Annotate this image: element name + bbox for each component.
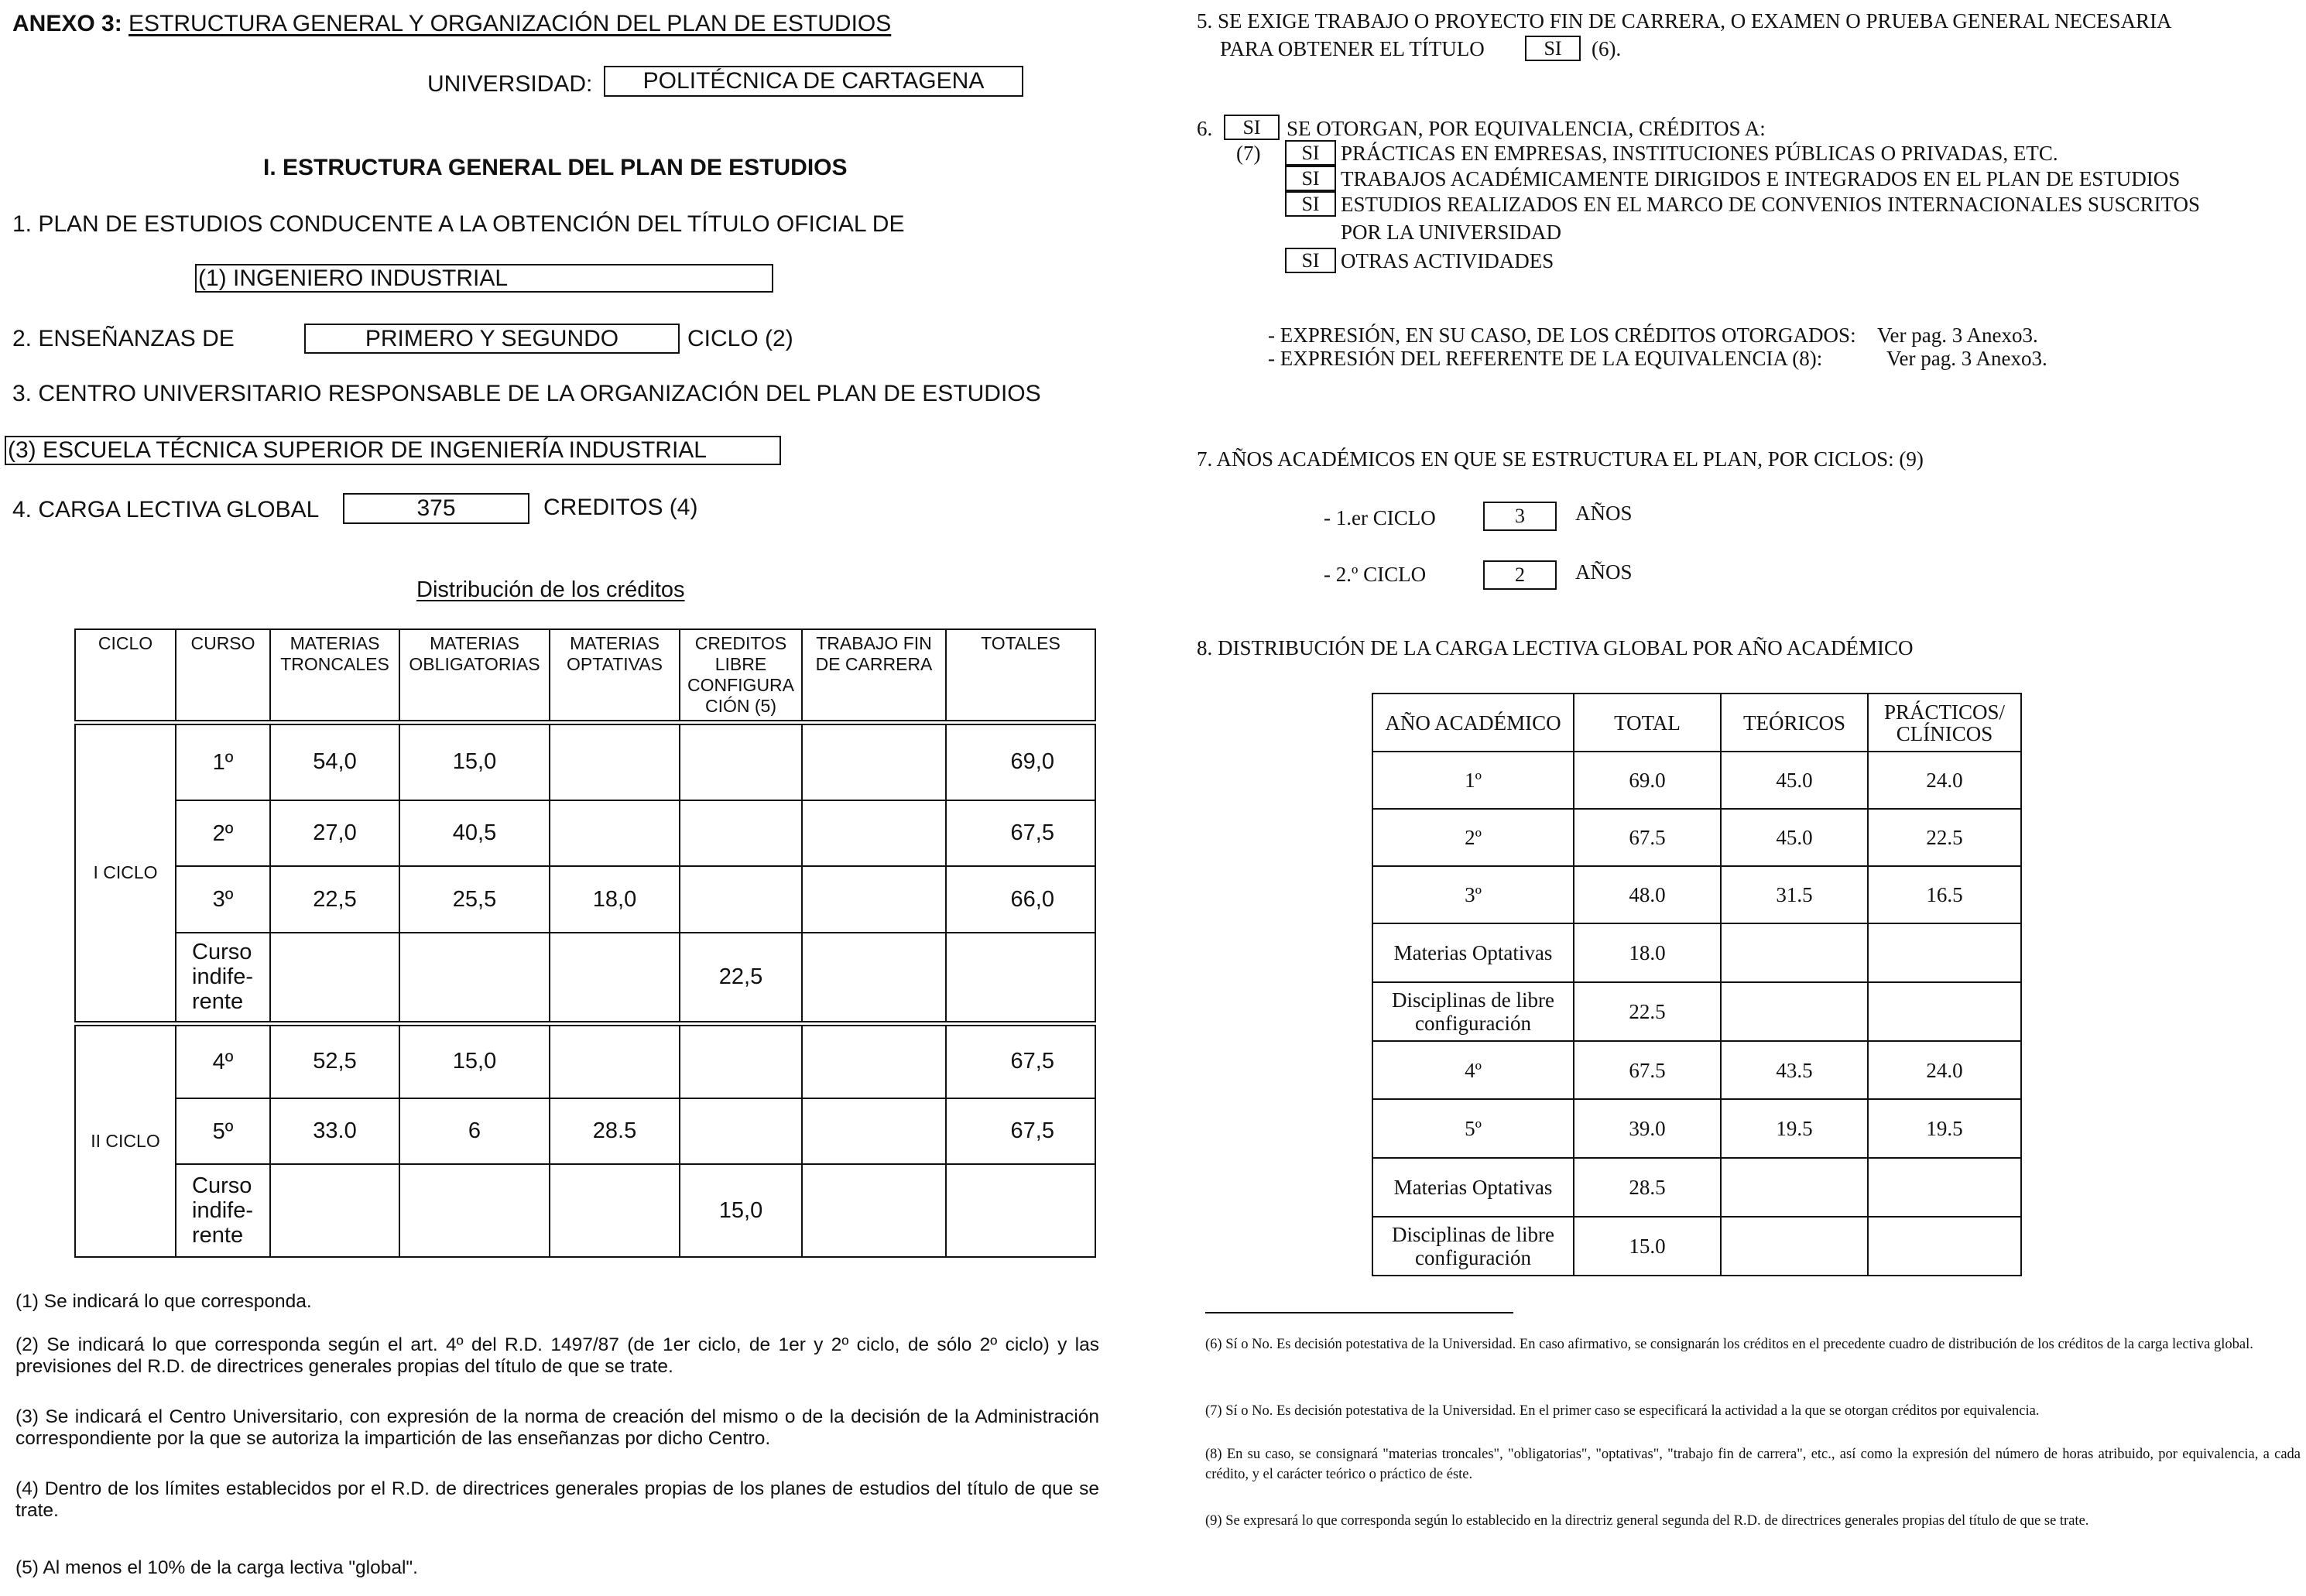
item6-option-1-label: PRÁCTICAS EN EMPRESAS, INSTITUCIONES PÚBLICAS O PRIVADAS, ETC. <box>1341 142 2058 165</box>
teoricos-cell: 45.0 <box>1721 809 1868 866</box>
annual-load-table <box>1372 693 2022 1276</box>
item5-suffix: (6). <box>1592 37 1622 60</box>
teoricos-cell <box>1721 1217 1868 1276</box>
item7-cycle2-value: 2 <box>1515 563 1525 586</box>
footnote-3: (3) Se indicará el Centro Universitario, con expresión de la norma de creación del mismo o de la decisión de la Administración correspondiente por la que se autoriza la impartición de las enseñanzas por dicho Centro. <box>15 1406 1099 1449</box>
annex-title: ESTRUCTURA GENERAL Y ORGANIZACIÓN DEL PLAN DE ESTUDIOS <box>128 11 892 36</box>
total-cell: 18.0 <box>1574 923 1721 982</box>
footnote-6: (6) Sí o No. Es decisión potestativa de la Universidad. En caso afirmativo, se consignarán los créditos en el precedente cuadro de distribución de los créditos de la carga lectiva global. <box>1205 1337 2253 1352</box>
item1-value-box <box>195 264 773 293</box>
trabajo-cell <box>802 800 946 866</box>
item6-option-3-label: ESTUDIOS REALIZADOS EN EL MARCO DE CONVENIOS INTERNACIONALES SUSCRITOS <box>1341 193 2201 216</box>
libre-cell: 22,5 <box>680 933 802 1023</box>
year-cell <box>1372 982 1574 1041</box>
total-cell: 69.0 <box>1574 752 1721 809</box>
totales-cell: 67,5 <box>946 800 1095 866</box>
table-row <box>75 866 1095 933</box>
libre-cell <box>680 722 802 800</box>
table-row <box>75 1098 1095 1164</box>
teoricos-cell: 43.5 <box>1721 1041 1868 1099</box>
curso-cell: 1º <box>176 722 270 800</box>
libre-cell: 15,0 <box>680 1164 802 1257</box>
curso-cell: 2º <box>176 800 270 866</box>
university-value: POLITÉCNICA DE CARTAGENA <box>642 68 985 94</box>
item7-cycle2-label: - 2.º CICLO <box>1324 563 1427 586</box>
item7-cycle1-label <box>1324 506 1436 530</box>
total-cell: 67.5 <box>1574 1041 1721 1099</box>
item6-option-3-box <box>1285 191 1336 217</box>
table-row <box>1372 923 2021 982</box>
libre-cell <box>680 1098 802 1164</box>
libre-cell <box>680 866 802 933</box>
item6-value: SI <box>1242 116 1261 139</box>
curso-cell: 5º <box>176 1098 270 1164</box>
table-row <box>1372 1041 2021 1099</box>
practicos-cell <box>1868 923 2021 982</box>
year-cell: 5º <box>1372 1099 1574 1158</box>
item2-label: 2. ENSEÑANZAS DE <box>12 326 235 351</box>
expr-equivalence-label: - EXPRESIÓN DEL REFERENTE DE LA EQUIVALENCIA (8): <box>1268 347 1823 370</box>
optativas-cell <box>550 933 680 1023</box>
troncales-cell: 54,0 <box>270 722 399 800</box>
section-title: I. ESTRUCTURA GENERAL DEL PLAN DE ESTUDIOS <box>263 155 848 180</box>
item5-line1: 5. SE EXIGE TRABAJO O PROYECTO FIN DE CARRERA, O EXAMEN O PRUEBA GENERAL NECESARIA <box>1197 9 2172 33</box>
totales-cell: 69,0 <box>946 722 1095 800</box>
curso-indiferente-text: Curso indife- rente <box>192 940 253 1015</box>
year-text: Disciplinas de libre configuración <box>1392 1223 1554 1269</box>
practicos-cell <box>1868 1158 2021 1217</box>
practicos-cell: 22.5 <box>1868 809 2021 866</box>
item5-line2: PARA OBTENER EL TÍTULO <box>1220 37 1485 60</box>
troncales-cell: 27,0 <box>270 800 399 866</box>
item7-cycle2-box <box>1483 560 1557 590</box>
item6-option-3-value: SI <box>1301 193 1320 215</box>
item1-value: (1) INGENIERO INDUSTRIAL <box>198 265 509 291</box>
table-row <box>1372 1158 2021 1217</box>
col-header-totales: TOTALES <box>946 629 1095 722</box>
col-header-ciclo: CICLO <box>75 629 176 722</box>
curso-cell: 3º <box>176 866 270 933</box>
item2-suffix: CICLO (2) <box>687 326 793 351</box>
curso-cell <box>176 933 270 1023</box>
item3-label: 3. CENTRO UNIVERSITARIO RESPONSABLE DE LA ORGANIZACIÓN DEL PLAN DE ESTUDIOS <box>12 381 1041 406</box>
item6-option-4-label: OTRAS ACTIVIDADES <box>1341 249 1554 272</box>
table-row <box>1372 752 2021 809</box>
year-cell: 2º <box>1372 809 1574 866</box>
item6-number: 6. <box>1197 117 1213 140</box>
cycle-2-cell: II CICLO <box>75 1023 176 1257</box>
obligatorias-cell: 40,5 <box>399 800 550 866</box>
cycle-1-cell: I CICLO <box>75 722 176 1023</box>
item5-value-box <box>1525 36 1581 61</box>
col-header-practicos <box>1868 694 2021 752</box>
trabajo-cell <box>802 933 946 1023</box>
table-header-row <box>75 629 1095 722</box>
total-cell: 48.0 <box>1574 866 1721 923</box>
col-header-teoricos: TEÓRICOS <box>1721 694 1868 752</box>
item7-cycle1-box <box>1483 502 1557 531</box>
obligatorias-cell: 15,0 <box>399 1023 550 1098</box>
table-row <box>1372 1217 2021 1276</box>
col-header-total: TOTAL <box>1574 694 1721 752</box>
curso-cell <box>176 1164 270 1257</box>
item5-value: SI <box>1544 37 1562 60</box>
item6-option-2-box <box>1285 166 1336 191</box>
trabajo-cell <box>802 722 946 800</box>
troncales-cell: 33.0 <box>270 1098 399 1164</box>
item6-label: SE OTORGAN, POR EQUIVALENCIA, CRÉDITOS A: <box>1287 117 1766 140</box>
teoricos-cell <box>1721 982 1868 1041</box>
totales-cell: 66,0 <box>946 866 1095 933</box>
optativas-cell <box>550 1164 680 1257</box>
total-cell: 67.5 <box>1574 809 1721 866</box>
total-cell: 39.0 <box>1574 1099 1721 1158</box>
year-cell: Materias Optativas <box>1372 923 1574 982</box>
expr-equivalence-value: Ver pag. 3 Anexo3. <box>1886 347 2047 370</box>
table-row <box>75 933 1095 1023</box>
item6-ref: (7) <box>1236 142 1261 165</box>
item7-cycle1-value: 3 <box>1515 505 1525 527</box>
libre-cell <box>680 800 802 866</box>
totales-cell <box>946 1164 1095 1257</box>
obligatorias-cell: 25,5 <box>399 866 550 933</box>
table-row <box>75 800 1095 866</box>
year-cell: 4º <box>1372 1041 1574 1099</box>
teoricos-cell: 45.0 <box>1721 752 1868 809</box>
troncales-cell <box>270 933 399 1023</box>
optativas-cell: 28.5 <box>550 1098 680 1164</box>
item7-cycle1-text: - 1.er CICLO <box>1324 506 1436 529</box>
item6-option-2-value: SI <box>1301 167 1320 190</box>
obligatorias-cell <box>399 1164 550 1257</box>
item6-value-box <box>1224 115 1280 140</box>
expr-credits-label: - EXPRESIÓN, EN SU CASO, DE LOS CRÉDITOS OTORGADOS: <box>1268 324 1856 347</box>
totales-cell <box>946 933 1095 1023</box>
footnote-5: (5) Al menos el 10% de la carga lectiva "global". <box>15 1557 418 1578</box>
item4-value-box <box>343 493 529 524</box>
total-cell: 28.5 <box>1574 1158 1721 1217</box>
item6-option-4-box <box>1285 248 1336 273</box>
curso-indiferente-text: Curso indife- rente <box>192 1173 253 1248</box>
year-text: Disciplinas de libre configuración <box>1392 988 1554 1035</box>
table-row <box>75 722 1095 800</box>
troncales-cell: 52,5 <box>270 1023 399 1098</box>
item6-option-1-value: SI <box>1301 142 1320 164</box>
optativas-cell <box>550 1023 680 1098</box>
item3-value-box <box>5 436 781 465</box>
annex-label: ANEXO 3: <box>12 11 122 36</box>
credits-distribution-table <box>74 628 1096 1258</box>
practicos-cell: 24.0 <box>1868 752 2021 809</box>
item4-value: 375 <box>416 495 456 521</box>
total-cell: 22.5 <box>1574 982 1721 1041</box>
table-row <box>75 1023 1095 1098</box>
item8-label: 8. DISTRIBUCIÓN DE LA CARGA LECTIVA GLOBAL POR AÑO ACADÉMICO <box>1197 636 1914 659</box>
practicos-header-text: PRÁCTICOS/ CLÍNICOS <box>1883 700 2006 745</box>
item6-option-1-box <box>1285 140 1336 166</box>
total-cell: 15.0 <box>1574 1217 1721 1276</box>
year-cell: 3º <box>1372 866 1574 923</box>
footnote-1: (1) Se indicará lo que corresponda. <box>15 1291 312 1312</box>
col-header-curso: CURSO <box>176 629 270 722</box>
trabajo-cell <box>802 866 946 933</box>
libre-cell <box>680 1023 802 1098</box>
table-row <box>75 1164 1095 1257</box>
university-value-box <box>604 66 1023 97</box>
practicos-cell <box>1868 982 2021 1041</box>
troncales-cell <box>270 1164 399 1257</box>
optativas-cell: 18,0 <box>550 866 680 933</box>
practicos-cell: 16.5 <box>1868 866 2021 923</box>
teoricos-cell <box>1721 1158 1868 1217</box>
item2-value-box <box>304 324 680 354</box>
trabajo-cell <box>802 1098 946 1164</box>
col-header-troncales: MATERIAS TRONCALES <box>270 629 399 722</box>
item7-label: 7. AÑOS ACADÉMICOS EN QUE SE ESTRUCTURA EL PLAN, POR CICLOS: (9) <box>1197 447 1924 471</box>
col-header-year: AÑO ACADÉMICO <box>1372 694 1574 752</box>
footnote-9: (9) Se expresará lo que corresponda según lo establecido en la directriz general segunda del R.D. de directrices generales propias del título de que se trate. <box>1205 1513 2089 1529</box>
optativas-cell <box>550 722 680 800</box>
trabajo-cell <box>802 1164 946 1257</box>
item6-option-3-label2: POR LA UNIVERSIDAD <box>1341 221 1562 244</box>
item6-option-2-label: TRABAJOS ACADÉMICAMENTE DIRIGIDOS E INTEGRADOS EN EL PLAN DE ESTUDIOS <box>1341 167 2181 190</box>
practicos-cell <box>1868 1217 2021 1276</box>
totales-cell: 67,5 <box>946 1023 1095 1098</box>
table-row <box>1372 1099 2021 1158</box>
teoricos-cell: 31.5 <box>1721 866 1868 923</box>
footnote-divider <box>1205 1312 1513 1313</box>
obligatorias-cell <box>399 933 550 1023</box>
footnote-4: (4) Dentro de los límites establecidos por el R.D. de directrices generales propias de los planes de estudios del título de que se trate. <box>15 1478 1099 1521</box>
footnote-2: (2) Se indicará lo que corresponda según el art. 4º del R.D. 1497/87 (de 1er ciclo, de 1er y 2º ciclo, de sólo 2º ciclo) y las previsiones del R.D. de directrices generales propias del título de que se trate. <box>15 1334 1099 1377</box>
teoricos-cell <box>1721 923 1868 982</box>
item2-value: PRIMERO Y SEGUNDO <box>365 326 619 351</box>
obligatorias-cell: 6 <box>399 1098 550 1164</box>
year-cell: 1º <box>1372 752 1574 809</box>
item7-cycle2-unit: AÑOS <box>1575 560 1633 584</box>
item4-label: 4. CARGA LECTIVA GLOBAL <box>12 497 320 522</box>
teoricos-cell: 19.5 <box>1721 1099 1868 1158</box>
item3-value: (3) ESCUELA TÉCNICA SUPERIOR DE INGENIERÍA INDUSTRIAL <box>8 437 707 463</box>
item7-cycle1-unit: AÑOS <box>1575 502 1633 525</box>
table-row <box>1372 809 2021 866</box>
practicos-cell: 19.5 <box>1868 1099 2021 1158</box>
item4-suffix: CREDITOS (4) <box>543 495 698 520</box>
item6-option-4-value: SI <box>1301 249 1320 272</box>
curso-cell: 4º <box>176 1023 270 1098</box>
col-header-optativas: MATERIAS OPTATIVAS <box>550 629 680 722</box>
trabajo-cell <box>802 1023 946 1098</box>
table-row <box>1372 866 2021 923</box>
footnote-7: (7) Sí o No. Es decisión potestativa de la Universidad. En el primer caso se especificará la actividad a la que se otorgan créditos por equivalencia. <box>1205 1403 2040 1419</box>
distribution-title: Distribución de los créditos <box>416 577 685 602</box>
expr-credits-value: Ver pag. 3 Anexo3. <box>1877 324 2038 347</box>
table-row <box>1372 982 2021 1041</box>
annex-heading <box>12 11 891 37</box>
year-cell: Materias Optativas <box>1372 1158 1574 1217</box>
col-header-trabajo: TRABAJO FIN DE CARRERA <box>802 629 946 722</box>
table-header-row <box>1372 694 2021 752</box>
totales-cell: 67,5 <box>946 1098 1095 1164</box>
item1-label: 1. PLAN DE ESTUDIOS CONDUCENTE A LA OBTENCIÓN DEL TÍTULO OFICIAL DE <box>12 211 905 237</box>
col-header-libre: CREDITOS LIBRE CONFIGURA CIÓN (5) <box>680 629 802 722</box>
practicos-cell: 24.0 <box>1868 1041 2021 1099</box>
year-cell <box>1372 1217 1574 1276</box>
troncales-cell: 22,5 <box>270 866 399 933</box>
university-label: UNIVERSIDAD: <box>427 71 593 97</box>
obligatorias-cell: 15,0 <box>399 722 550 800</box>
col-header-obligatorias: MATERIAS OBLIGATORIAS <box>399 629 550 722</box>
footnote-8: (8) En su caso, se consignará "materias troncales", "obligatorias", "optativas", "trabajo fin de carrera", etc., así como la expresión del número de horas atribuido, por equivalencia, a cada crédito, y el carácter teórico o práctico de éste. <box>1205 1447 2301 1482</box>
optativas-cell <box>550 800 680 866</box>
